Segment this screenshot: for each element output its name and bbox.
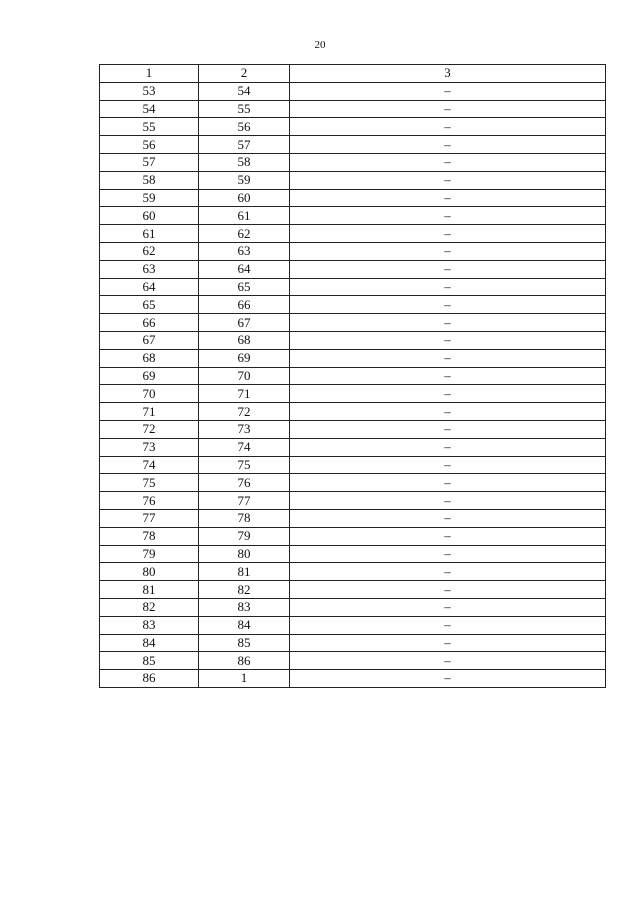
table-cell-col1: 83 [100, 616, 199, 634]
table-cell-col3: – [290, 581, 606, 599]
table-cell-col2: 85 [199, 634, 290, 652]
table-cell-col3: – [290, 492, 606, 510]
table-cell-col2: 74 [199, 438, 290, 456]
table-cell-col3: – [290, 652, 606, 670]
table-cell-col2: 61 [199, 207, 290, 225]
table-cell-col2: 68 [199, 331, 290, 349]
table-cell-col3: – [290, 456, 606, 474]
table-cell-col1: 56 [100, 136, 199, 154]
table-cell-col1: 73 [100, 438, 199, 456]
table-header-row [100, 65, 606, 83]
table-row [100, 670, 606, 688]
table-cell-col2: 60 [199, 189, 290, 207]
table-row [100, 296, 606, 314]
table-row [100, 278, 606, 296]
table-cell-col2: 59 [199, 171, 290, 189]
table-cell-col2: 63 [199, 242, 290, 260]
table-cell-col1: 57 [100, 153, 199, 171]
table-cell-col2: 80 [199, 545, 290, 563]
table-cell-col2: 64 [199, 260, 290, 278]
table-cell-col1: 64 [100, 278, 199, 296]
table-cell-col2: 62 [199, 225, 290, 243]
table-cell-col2: 73 [199, 420, 290, 438]
table-cell-col3: – [290, 242, 606, 260]
table-row [100, 189, 606, 207]
table-cell-col3: – [290, 385, 606, 403]
table-cell-col1: 76 [100, 492, 199, 510]
table-cell-col2: 72 [199, 403, 290, 421]
table-cell-col3: – [290, 545, 606, 563]
table-cell-col3: – [290, 403, 606, 421]
table-cell-col1: 60 [100, 207, 199, 225]
table-row [100, 581, 606, 599]
table-cell-col2: 67 [199, 314, 290, 332]
table-cell-col3: – [290, 171, 606, 189]
table-cell-col3: – [290, 225, 606, 243]
table-cell-col3: – [290, 616, 606, 634]
table-cell-col2: 86 [199, 652, 290, 670]
table-cell-col1: 70 [100, 385, 199, 403]
table-cell-col2: 84 [199, 616, 290, 634]
table-cell-col3: – [290, 207, 606, 225]
table-cell-col3: – [290, 136, 606, 154]
table-cell-col2: 81 [199, 563, 290, 581]
table-row [100, 225, 606, 243]
table-cell-col2: 66 [199, 296, 290, 314]
table-row [100, 260, 606, 278]
table-cell-col3: – [290, 314, 606, 332]
table-cell-col3: – [290, 367, 606, 385]
table-row [100, 456, 606, 474]
table-cell-col1: 74 [100, 456, 199, 474]
column-header-2: 2 [199, 65, 290, 83]
column-header-1: 1 [100, 65, 199, 83]
table-body [100, 82, 606, 687]
table-cell-col2: 55 [199, 100, 290, 118]
table-cell-col3: – [290, 349, 606, 367]
table-cell-col2: 82 [199, 581, 290, 599]
table-cell-col1: 61 [100, 225, 199, 243]
table-cell-col1: 85 [100, 652, 199, 670]
table-cell-col3: – [290, 598, 606, 616]
table-cell-col3: – [290, 670, 606, 688]
table-cell-col2: 76 [199, 474, 290, 492]
table-cell-col1: 68 [100, 349, 199, 367]
table-cell-col3: – [290, 509, 606, 527]
table-row [100, 171, 606, 189]
table-cell-col1: 62 [100, 242, 199, 260]
table-cell-col3: – [290, 438, 606, 456]
table-row [100, 420, 606, 438]
coordinates-table [99, 64, 606, 688]
table-row [100, 527, 606, 545]
table-cell-col2: 69 [199, 349, 290, 367]
table-cell-col3: – [290, 260, 606, 278]
table-cell-col3: – [290, 296, 606, 314]
table-cell-col2: 58 [199, 153, 290, 171]
table-cell-col1: 53 [100, 82, 199, 100]
table-cell-col3: – [290, 82, 606, 100]
table-cell-col1: 59 [100, 189, 199, 207]
table-cell-col3: – [290, 634, 606, 652]
table-cell-col3: – [290, 278, 606, 296]
table-cell-col2: 71 [199, 385, 290, 403]
table-cell-col1: 78 [100, 527, 199, 545]
table-cell-col2: 65 [199, 278, 290, 296]
table-row [100, 118, 606, 136]
table-cell-col1: 82 [100, 598, 199, 616]
table-row [100, 100, 606, 118]
table-cell-col2: 56 [199, 118, 290, 136]
table-row [100, 616, 606, 634]
table-cell-col1: 79 [100, 545, 199, 563]
table-cell-col1: 67 [100, 331, 199, 349]
table-cell-col1: 69 [100, 367, 199, 385]
table-cell-col3: – [290, 420, 606, 438]
table-cell-col1: 75 [100, 474, 199, 492]
table-row [100, 474, 606, 492]
table-row [100, 652, 606, 670]
table-cell-col1: 63 [100, 260, 199, 278]
table-cell-col1: 86 [100, 670, 199, 688]
table-cell-col3: – [290, 100, 606, 118]
table-row [100, 331, 606, 349]
table-cell-col2: 83 [199, 598, 290, 616]
table-row [100, 563, 606, 581]
table-cell-col1: 66 [100, 314, 199, 332]
table-cell-col3: – [290, 331, 606, 349]
table-row [100, 509, 606, 527]
table-cell-col2: 54 [199, 82, 290, 100]
table-row [100, 438, 606, 456]
table-cell-col3: – [290, 153, 606, 171]
page-number: 20 [314, 39, 326, 51]
table-row [100, 385, 606, 403]
table-cell-col3: – [290, 118, 606, 136]
table-cell-col3: – [290, 563, 606, 581]
table-cell-col1: 81 [100, 581, 199, 599]
table-row [100, 136, 606, 154]
table-row [100, 634, 606, 652]
table-cell-col1: 54 [100, 100, 199, 118]
table-cell-col1: 55 [100, 118, 199, 136]
table-cell-col3: – [290, 474, 606, 492]
table-row [100, 349, 606, 367]
table-cell-col1: 80 [100, 563, 199, 581]
table-cell-col1: 65 [100, 296, 199, 314]
table-cell-col2: 1 [199, 670, 290, 688]
table-row [100, 403, 606, 421]
table-row [100, 367, 606, 385]
table-cell-col1: 58 [100, 171, 199, 189]
table-row [100, 82, 606, 100]
table-row [100, 598, 606, 616]
table-cell-col2: 70 [199, 367, 290, 385]
table-row [100, 242, 606, 260]
table-cell-col2: 75 [199, 456, 290, 474]
table-row [100, 153, 606, 171]
table-cell-col1: 77 [100, 509, 199, 527]
table-cell-col1: 72 [100, 420, 199, 438]
table-cell-col2: 77 [199, 492, 290, 510]
table-row [100, 545, 606, 563]
column-header-3: 3 [290, 65, 606, 83]
table-cell-col1: 84 [100, 634, 199, 652]
table-cell-col2: 57 [199, 136, 290, 154]
table-row [100, 207, 606, 225]
table-row [100, 492, 606, 510]
table-cell-col2: 79 [199, 527, 290, 545]
table-cell-col3: – [290, 189, 606, 207]
table-cell-col3: – [290, 527, 606, 545]
table-row [100, 314, 606, 332]
table-cell-col2: 78 [199, 509, 290, 527]
table-cell-col1: 71 [100, 403, 199, 421]
